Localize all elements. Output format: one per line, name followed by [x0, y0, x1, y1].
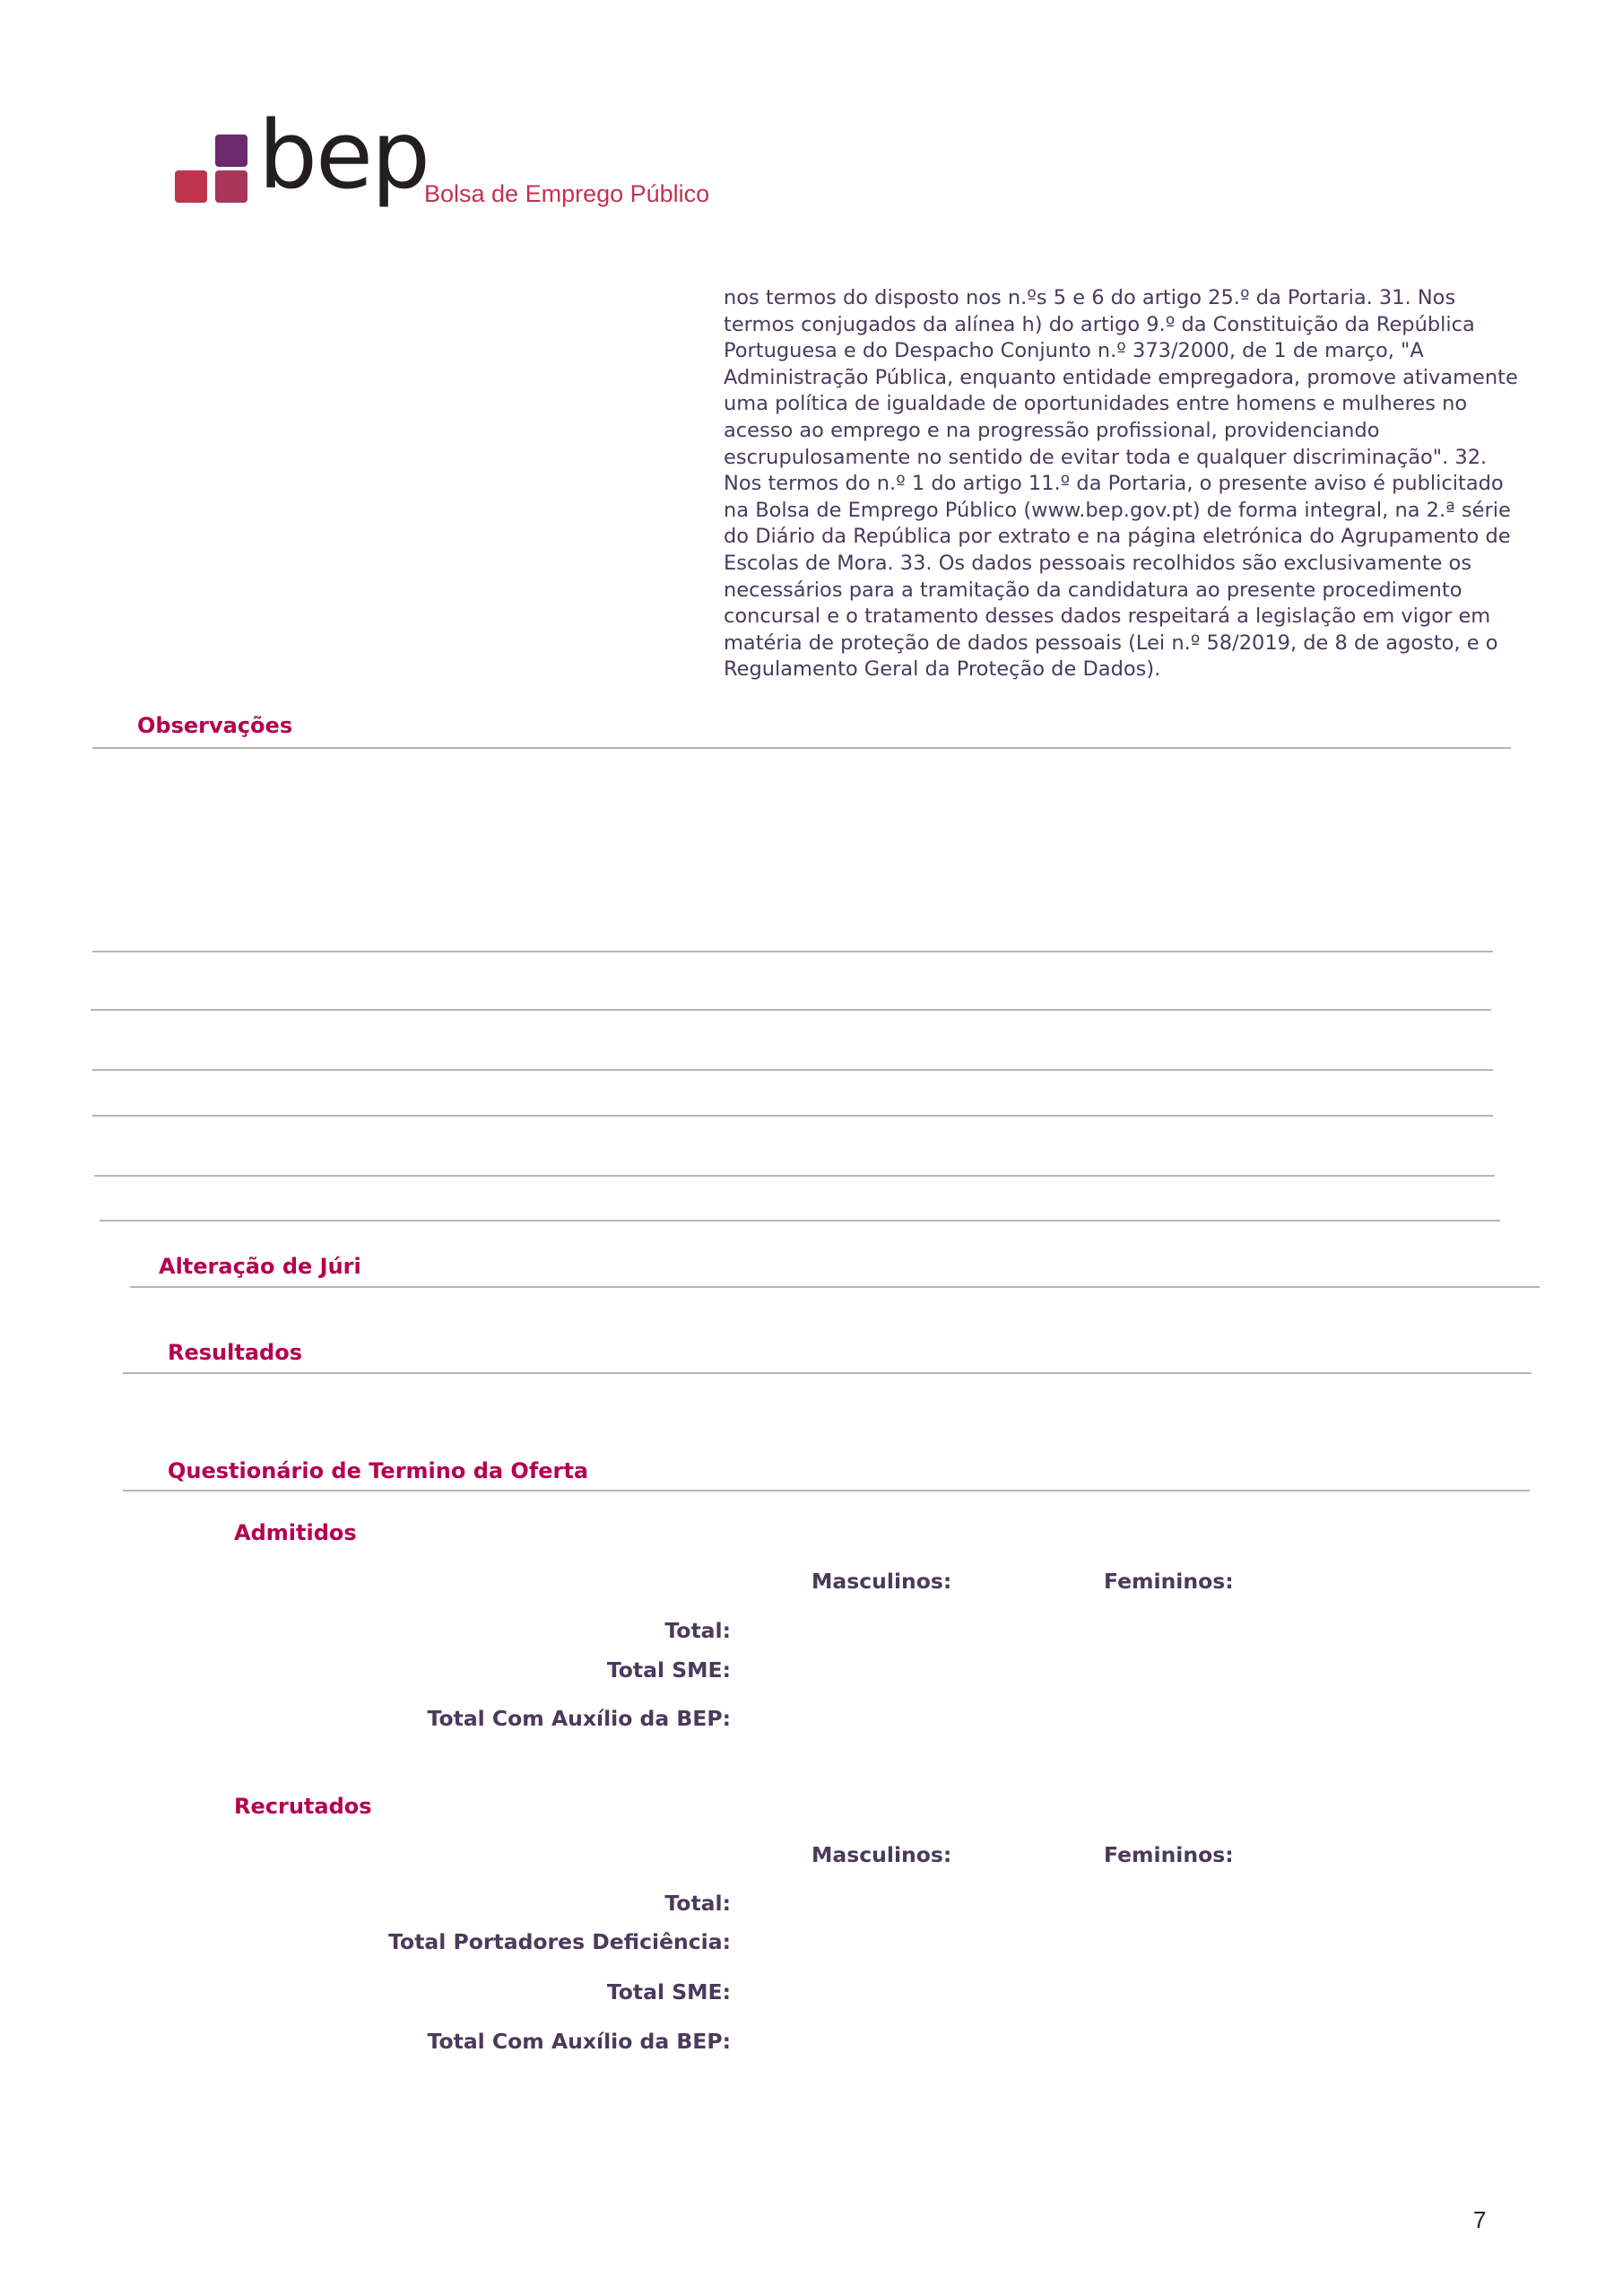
divider [130, 1286, 1540, 1288]
bep-logo [175, 100, 713, 229]
page-number: 7 [1473, 2206, 1487, 2233]
blank-line [94, 1175, 1495, 1177]
blank-line [91, 1009, 1491, 1011]
section-alteracao-juri: Alteração de Júri [159, 1254, 361, 1279]
blank-line [92, 1115, 1493, 1117]
logo-square-top [215, 135, 247, 167]
admitidos-row-bep: Total Com Auxílio da BEP: [427, 1706, 731, 1731]
admitidos-row-sme: Total SME: [606, 1657, 731, 1683]
recrutados-row-deficiencia: Total Portadores Deficiência: [388, 1929, 731, 1954]
section-questionario: Questionário de Termino da Oferta [168, 1458, 589, 1483]
logo-square-bottom-right [215, 170, 247, 203]
recrutados-row-sme: Total SME: [606, 1979, 731, 2005]
recrutados-col-female: Femininos: [1104, 1842, 1234, 1867]
blank-line [92, 951, 1493, 952]
recrutados-row-bep: Total Com Auxílio da BEP: [427, 2029, 731, 2054]
blank-line [100, 1220, 1500, 1222]
admitidos-col-male: Masculinos: [812, 1569, 952, 1594]
logo-square-bottom-left [175, 170, 207, 203]
logo-tagline: Bolsa de Emprego Público [424, 180, 710, 207]
recrutados-title: Recrutados [234, 1794, 372, 1819]
divider [123, 1490, 1530, 1492]
admitidos-row-total: Total: [664, 1618, 731, 1643]
admitidos-title: Admitidos [234, 1520, 357, 1545]
notice-body-text: nos termos do disposto nos n.ºs 5 e 6 do artigo 25.º da Portaria. 31. Nos termos conjugados da alínea h) do artigo 9.º da Constituição da República Portuguesa e do Despacho Conjunto n.º 373/2000, de 1 de março, "A Administração Pública, enquanto entidade empregadora, promove ativamente uma política de igualdade de oportunidades entre homens e mulheres no acesso ao emprego e na progressão profissional, providenciando escrupulosamente no sentido de evitar toda e qualquer discriminação". 32. Nos termos do n.º 1 do artigo 11.º da Portaria, o presente aviso é publicitado na Bolsa de Emprego Público (www.bep.gov.pt) de forma integral, na 2.ª série do Diário da República por extrato e na página eletrónica do Agrupamento de Escolas de Mora. 33. Os dados pessoais recolhidos são exclusivamente os necessários para a tramitação da candidatura ao presente procedimento concursal e o tratamento desses dados respeitará a legislação em vigor em matéria de proteção de dados pessoais (Lei n.º 58/2019, de 8 de agosto, e o Regulamento Geral da Proteção de Dados). [724, 286, 1518, 682]
divider [123, 1372, 1532, 1374]
blank-line [92, 1069, 1493, 1071]
section-resultados: Resultados [168, 1340, 302, 1365]
admitidos-col-female: Femininos: [1104, 1569, 1234, 1594]
divider [92, 747, 1511, 749]
section-observacoes: Observações [137, 713, 293, 738]
recrutados-col-male: Masculinos: [812, 1842, 952, 1867]
logo-wordmark: bep [258, 100, 430, 210]
recrutados-row-total: Total: [664, 1891, 731, 1916]
